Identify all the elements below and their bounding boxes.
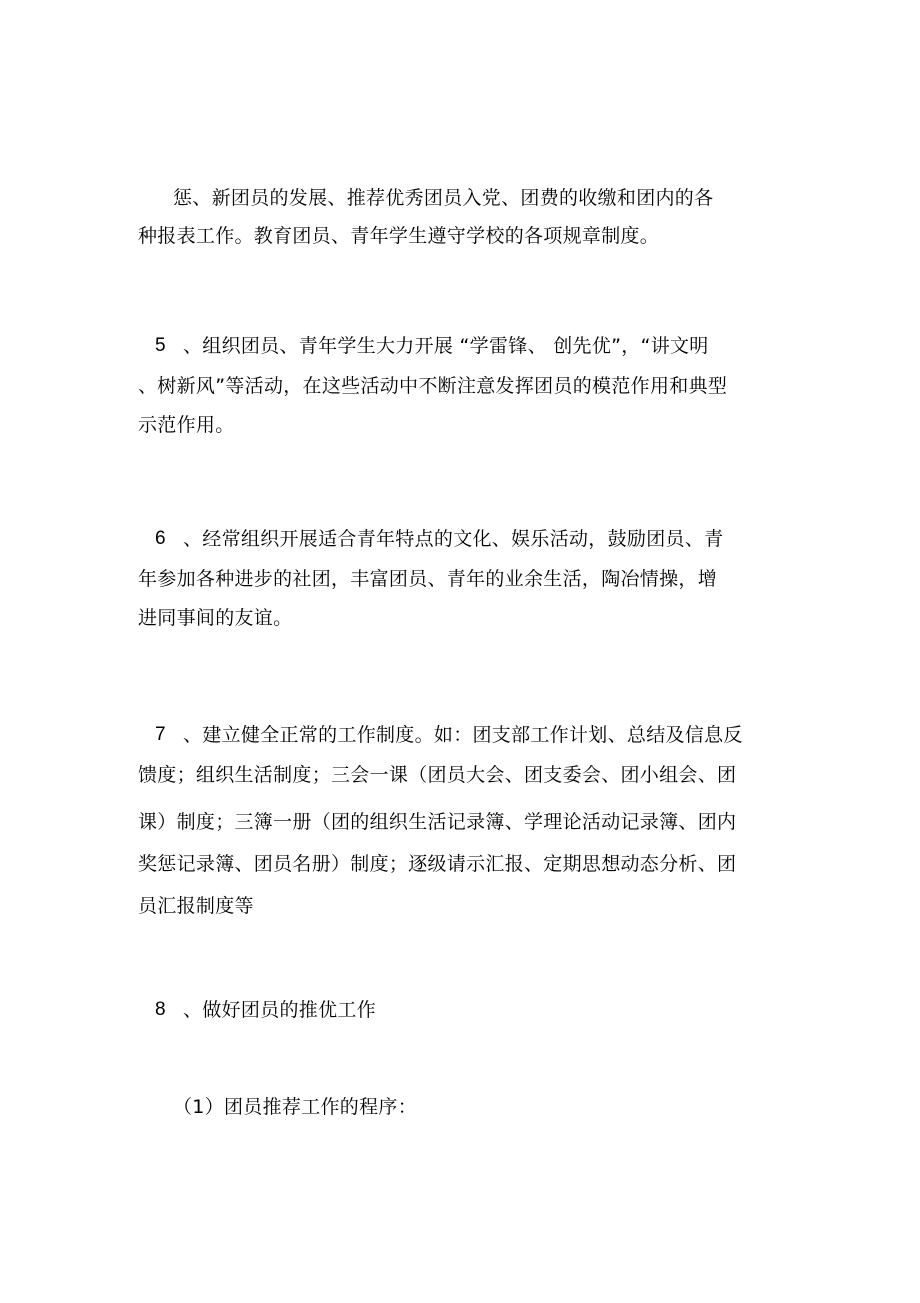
text-line: 、树新风”等活动，在这些活动中不断注意发挥团员的模范作用和典型 (138, 375, 728, 397)
text-line: 课）制度；三簿一册（团的组织生活记录簿、学理论活动记录簿、团内 (138, 811, 737, 833)
text-line: （1）团员推荐工作的程序： (173, 1096, 417, 1118)
text-line: 种报表工作。教育团员、青年学生遵守学校的各项规章制度。 (138, 225, 660, 247)
item-number: 8 (155, 999, 166, 1020)
text-line: 、做好团员的推优工作 (183, 999, 377, 1021)
item-number: 6 (155, 528, 166, 549)
text-line: 员汇报制度等 (138, 895, 254, 917)
text-line: 、经常组织开展适合青年特点的文化、娱乐活动，鼓励团员、青 (183, 528, 724, 550)
item-number: 5 (155, 335, 166, 356)
text-line: 馈度；组织生活制度；三会一课（团员大会、团支委会、团小组会、团 (138, 764, 737, 786)
text-line: 、组织团员、青年学生大力开展 “学雷锋、 创先优”，“讲文明 (183, 335, 709, 357)
text-line: 惩、新团员的发展、推荐优秀团员入党、团费的收缴和团内的各 (173, 187, 714, 209)
text-line: 示范作用。 (138, 414, 235, 436)
text-line: 年参加各种进步的社团，丰富团员、青年的业余生活，陶冶情操，增 (138, 568, 718, 590)
item-number: 7 (155, 724, 166, 745)
text-line: 奖惩记录簿、团员名册）制度；逐级请示汇报、定期思想动态分析、团 (138, 853, 737, 875)
text-line: 进同事间的友谊。 (138, 607, 293, 629)
text-line: 、建立健全正常的工作制度。如：团支部工作计划、总结及信息反 (183, 724, 743, 746)
